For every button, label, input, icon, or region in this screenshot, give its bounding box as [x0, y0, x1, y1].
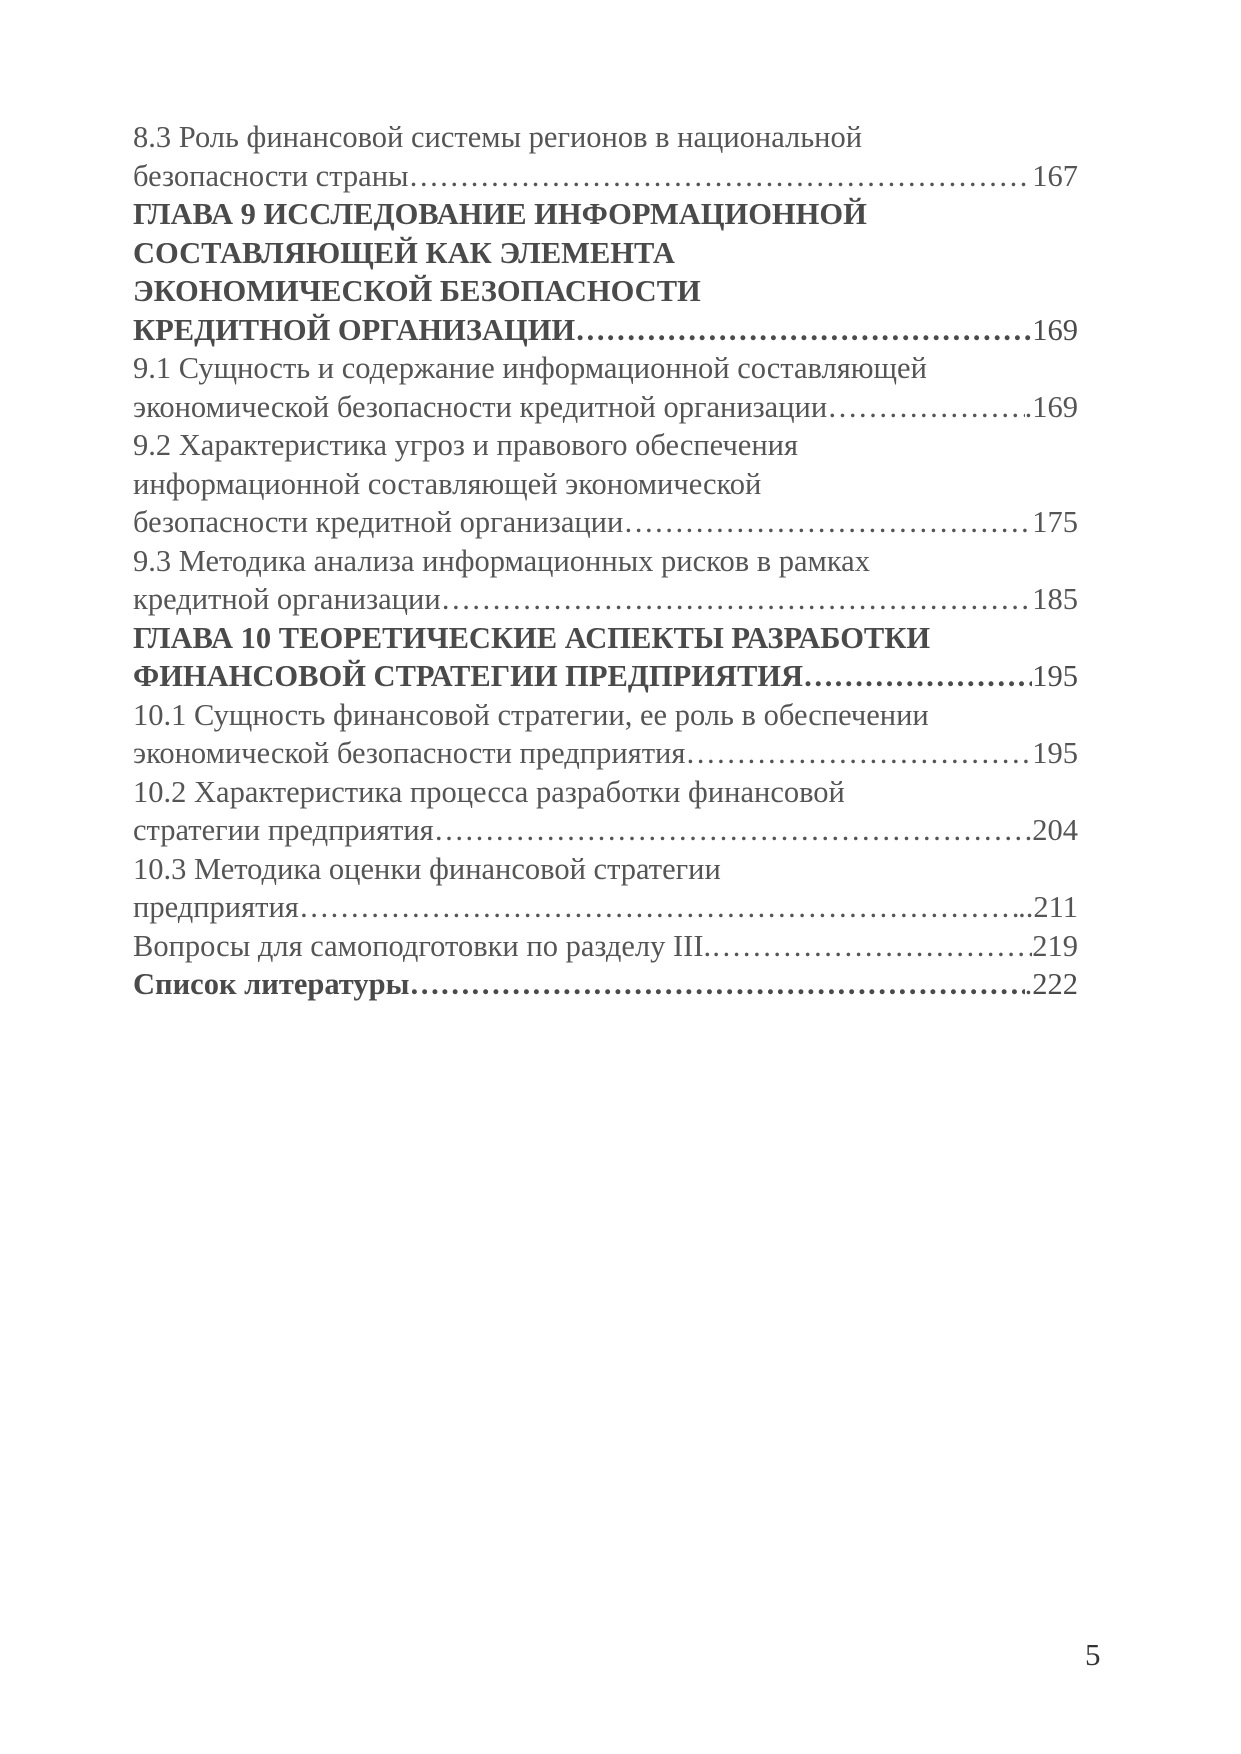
toc-entry-bibliography[interactable] — [133, 965, 1078, 1004]
toc-entry-text: 9.2 Характеристика угроз и правового обеспечения — [133, 428, 799, 462]
dot-leader — [409, 157, 1033, 196]
dot-leader — [685, 734, 1032, 773]
toc-entry-text: предприятия — [133, 890, 299, 924]
toc-entry-text: КРЕДИТНОЙ ОРГАНИЗАЦИИ — [133, 312, 576, 347]
toc-page-number: 167 — [1032, 158, 1078, 193]
dot-leader — [827, 388, 1024, 427]
toc-page-number: .222 — [1024, 967, 1078, 1001]
toc-entry-last-line — [133, 311, 1078, 350]
toc-entry-9-1[interactable] — [133, 349, 1078, 426]
toc-entry-text: 9.1 Сущность и содержание информационной составляющей — [133, 351, 927, 385]
toc-entry-10-1[interactable] — [133, 696, 1078, 773]
toc-entry-self-study-questions[interactable] — [133, 927, 1078, 966]
toc-entry-last-line — [133, 734, 1078, 773]
toc-entry-chapter-10[interactable] — [133, 619, 1078, 696]
toc-entry-text: кредитной организации — [133, 582, 441, 616]
toc-entry-text: 10.2 Характеристика процесса разработки финансовой — [133, 774, 845, 809]
toc-page-number: .169 — [1024, 389, 1078, 424]
toc-entry-text: Список литературы — [133, 967, 410, 1001]
toc-entry-last-line — [133, 657, 1078, 696]
toc-entry-text: 10.1 Сущность финансовой стратегии, ее роль в обеспечении — [133, 697, 929, 732]
dot-leader — [623, 503, 1032, 542]
dot-leader — [803, 657, 1032, 696]
toc-entry-text: безопасности кредитной организации — [133, 505, 624, 539]
toc-page-number: .204 — [1024, 813, 1078, 847]
toc-entry-text: 10.3 Методика оценки финансовой стратегии — [133, 851, 721, 886]
dot-leader — [441, 580, 1033, 619]
dot-leader — [299, 888, 1018, 927]
toc-entry-last-line — [133, 811, 1078, 850]
toc-entry-text: 8.3 Роль финансовой системы регионов в национальной — [133, 120, 863, 154]
toc-entry-last-line — [133, 580, 1078, 619]
toc-entry-10-3[interactable] — [133, 850, 1078, 927]
table-of-contents — [133, 118, 1078, 1004]
toc-entry-text: СОСТАВЛЯЮЩЕЙ КАК ЭЛЕМЕНТА — [133, 235, 675, 270]
toc-entry-text: Вопросы для самоподготовки по разделу III. — [133, 928, 712, 963]
dot-leader — [711, 927, 1032, 966]
page-number: 5 — [1085, 1637, 1101, 1672]
toc-page-number: 185 — [1032, 582, 1078, 616]
toc-page-number: 175 — [1032, 505, 1078, 539]
toc-entry-9-3[interactable] — [133, 542, 1078, 619]
toc-entry-text: 9.3 Методика анализа информационных рисков в рамках — [133, 543, 870, 578]
toc-entry-last-line — [133, 388, 1078, 427]
toc-page-number: 195 — [1032, 659, 1078, 693]
toc-entry-8-3[interactable] — [133, 118, 1078, 195]
toc-page-number: ..211 — [1018, 890, 1078, 924]
toc-entry-text: информационной составляющей экономической — [133, 466, 762, 501]
toc-entry-last-line — [133, 503, 1078, 542]
toc-entry-text: безопасности страны — [133, 158, 409, 193]
toc-entry-text: ГЛАВА 9 ИССЛЕДОВАНИЕ ИНФОРМАЦИОННОЙ — [133, 197, 867, 231]
toc-page-number: 195 — [1032, 736, 1078, 770]
dot-leader — [409, 965, 1024, 1004]
toc-entry-text: ЭКОНОМИЧЕСКОЙ БЕЗОПАСНОСТИ — [133, 274, 701, 308]
toc-entry-last-line — [133, 157, 1078, 196]
toc-page-number: 169 — [1032, 312, 1078, 347]
toc-entry-text: ГЛАВА 10 ТЕОРЕТИЧЕСКИЕ АСПЕКТЫ РАЗРАБОТКИ — [133, 620, 931, 655]
toc-entry-text: стратегии предприятия — [133, 813, 434, 847]
toc-entry-last-line — [133, 888, 1078, 927]
toc-entry-last-line — [133, 927, 1078, 966]
dot-leader — [434, 811, 1025, 850]
dot-leader — [575, 311, 1032, 350]
toc-entry-10-2[interactable] — [133, 773, 1078, 850]
toc-entry-9-2[interactable] — [133, 426, 1078, 542]
toc-entry-text: экономической безопасности предприятия — [133, 736, 686, 770]
toc-entry-text: ФИНАНСОВОЙ СТРАТЕГИИ ПРЕДПРИЯТИЯ — [133, 659, 804, 693]
toc-entry-last-line — [133, 965, 1078, 1004]
toc-entry-text: экономической безопасности кредитной организации — [133, 389, 828, 424]
toc-entry-chapter-9[interactable] — [133, 195, 1078, 349]
toc-page-number: 219 — [1032, 928, 1078, 963]
